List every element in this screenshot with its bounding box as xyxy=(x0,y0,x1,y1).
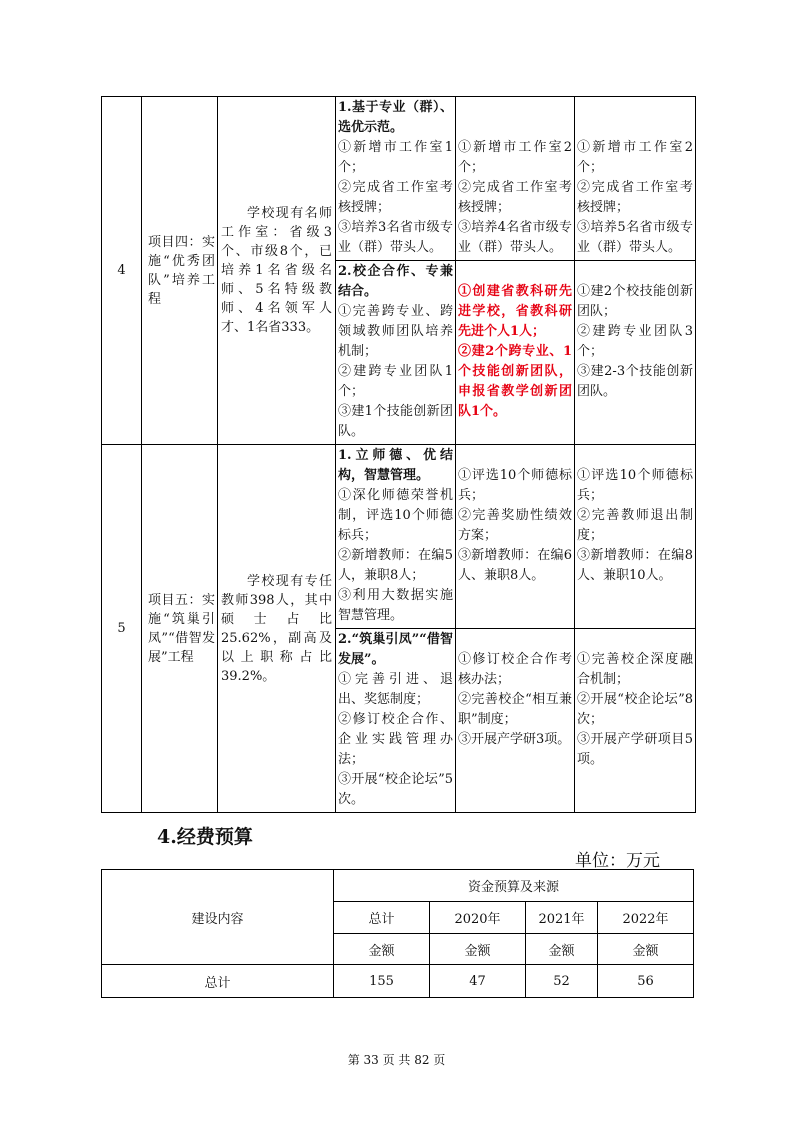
task-item: ②完善教师退出制度； xyxy=(577,508,693,543)
task-item: ①修订校企合作考核办法； xyxy=(458,652,572,687)
task-item: ①深化师德荣誉机制，评选10个师德标兵； xyxy=(338,488,453,543)
task-item: ③开展产学研3项。 xyxy=(458,732,571,747)
task-item: ①完善跨专业、跨领域教师团队培养机制； xyxy=(338,304,453,359)
task-2022-cell xyxy=(575,97,696,261)
task-item: ②修订校企合作、企业实践管理办法； xyxy=(338,712,453,767)
amount-header: 金额 xyxy=(598,934,694,965)
page-footer: 第 33 页 共 82 页 xyxy=(347,1053,446,1067)
project-name: 项目四：实施“优秀团队”培养工程 xyxy=(142,97,218,445)
project-basis: 学校现有专任教师398人，其中硕士占比25.62%，副高及以上职称占比39.2%。 xyxy=(218,445,336,813)
row-label: 总计 xyxy=(102,965,334,998)
task-title: 2.校企合作、专兼结合。 xyxy=(338,264,453,299)
year-header: 总计 xyxy=(334,902,430,934)
task-item: ②完善校企“相互兼职”制度； xyxy=(458,692,572,727)
task-title: 1.基于专业（群）、选优示范。 xyxy=(338,100,453,135)
project-number: 4 xyxy=(102,97,142,445)
project-name: 项目五：实施“筑巢引凤”“借智发展”工程 xyxy=(142,445,218,813)
table-row xyxy=(102,445,696,629)
task-item: ③建1个技能创新团队。 xyxy=(338,404,453,439)
task-item: ②新增教师：在编5人，兼职8人； xyxy=(338,548,453,583)
project-basis: 学校现有名师工作室：省级3个、市级8个，已培养1名省级名师、5名特级教师、4名领军人才、1名省333。 xyxy=(218,97,336,445)
task-2022-cell xyxy=(575,261,696,445)
task-item: ③新增教师：在编6人、兼职8人。 xyxy=(458,548,572,583)
task-item: ③建2-3个技能创新团队。 xyxy=(577,364,693,399)
year-header: 2022年 xyxy=(598,902,694,934)
task-item: ③培养4名省市级专业（群）带头人。 xyxy=(458,220,572,255)
task-item: ②建跨专业团队1个； xyxy=(338,364,453,399)
task-item: ③利用大数据实施智慧管理。 xyxy=(338,588,453,623)
task-2020-cell xyxy=(336,261,456,445)
task-item: ③培养5名省市级专业（群）带头人。 xyxy=(577,220,693,255)
task-item-highlight: ①创建省教科研先进学校，省教科研先进个人1人； xyxy=(458,284,572,339)
task-item: ①建2个校技能创新团队； xyxy=(577,284,693,319)
task-title: 1.立师德、优结构，智慧管理。 xyxy=(338,448,453,483)
budget-section-heading: 4.经费预算 xyxy=(157,826,253,848)
task-item: ②开展“校企论坛”8次； xyxy=(577,692,693,727)
task-2021-cell xyxy=(456,97,575,261)
task-item-highlight: ②建2个跨专业、1个技能创新团队，申报省教学创新团队1个。 xyxy=(458,344,572,419)
amount-value: 155 xyxy=(334,965,430,998)
task-2021-cell xyxy=(456,445,575,629)
task-2021-cell xyxy=(456,261,575,445)
content-header: 建设内容 xyxy=(102,870,334,965)
task-item: ②完善奖励性绩效方案； xyxy=(458,508,572,543)
table-row xyxy=(102,870,694,902)
task-item: ①新增市工作室1个； xyxy=(338,140,453,175)
task-item: ③培养3名省市级专业（群）带头人。 xyxy=(338,220,453,255)
task-item: ①评选10个师德标兵； xyxy=(577,468,693,503)
task-item: ①完善校企深度融合机制； xyxy=(577,652,693,687)
task-2020-cell xyxy=(336,629,456,813)
task-title: 2.“筑巢引凤”“借智发展”。 xyxy=(338,632,453,667)
task-item: ①新增市工作室2个； xyxy=(458,140,572,175)
task-2020-cell xyxy=(336,97,456,261)
project-number: 5 xyxy=(102,445,142,813)
task-item: ①完善引进、退出、奖惩制度； xyxy=(338,672,453,707)
table-row xyxy=(102,965,694,998)
task-item: ①新增市工作室2个； xyxy=(577,140,693,175)
budget-table xyxy=(101,869,694,998)
task-2020-cell xyxy=(336,445,456,629)
project-plan-table xyxy=(101,96,696,813)
amount-header: 金额 xyxy=(430,934,526,965)
budget-unit-label: 单位：万元 xyxy=(575,851,660,871)
task-item: ③新增教师：在编8人、兼职10人。 xyxy=(577,548,693,583)
task-item: ②完成省工作室考核授牌； xyxy=(458,180,572,215)
task-item: ②建跨专业团队3个； xyxy=(577,324,693,359)
table-row xyxy=(102,97,696,261)
source-header: 资金预算及来源 xyxy=(334,870,694,902)
task-item: ②完成省工作室考核授牌； xyxy=(338,180,453,215)
task-2022-cell xyxy=(575,629,696,813)
task-item: ③开展“校企论坛”5次。 xyxy=(338,772,453,807)
amount-header: 金额 xyxy=(334,934,430,965)
amount-header: 金额 xyxy=(526,934,598,965)
task-item: ②完成省工作室考核授牌； xyxy=(577,180,693,215)
amount-value: 47 xyxy=(430,965,526,998)
amount-value: 56 xyxy=(598,965,694,998)
task-2022-cell xyxy=(575,445,696,629)
task-item: ①评选10个师德标兵； xyxy=(458,468,572,503)
amount-value: 52 xyxy=(526,965,598,998)
task-item: ③开展产学研项目5项。 xyxy=(577,732,693,767)
year-header: 2020年 xyxy=(430,902,526,934)
year-header: 2021年 xyxy=(526,902,598,934)
task-2021-cell xyxy=(456,629,575,813)
